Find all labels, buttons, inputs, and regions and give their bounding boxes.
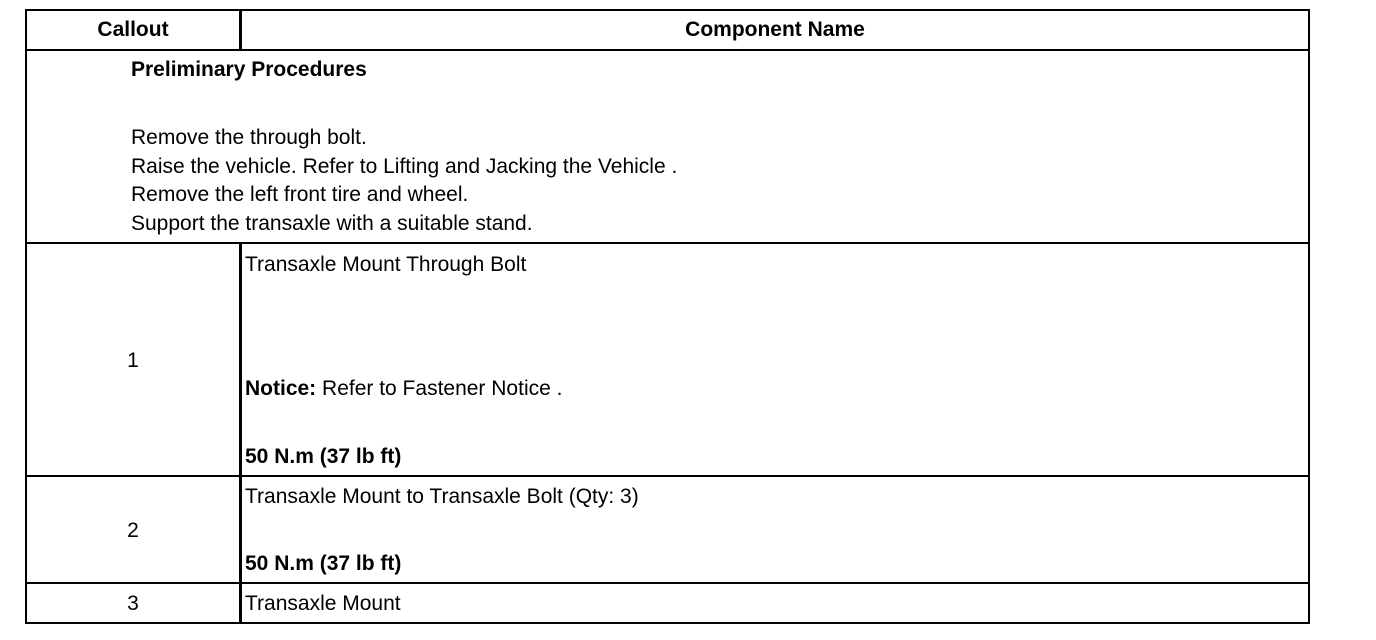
row-callout: 2 <box>127 519 139 542</box>
component-name-header: Component Name <box>685 18 865 41</box>
notice-label: Notice: <box>245 377 317 400</box>
notice-text: Refer to Fastener Notice . <box>316 377 563 400</box>
header-divider <box>27 49 1308 51</box>
callout-header: Callout <box>97 18 169 41</box>
preliminary-step: Remove the through bolt. <box>131 126 367 149</box>
row-component-name: Transaxle Mount Through Bolt <box>245 253 527 276</box>
preliminary-step: Raise the vehicle. Refer to Lifting and Jacking the Vehicle . <box>131 155 678 178</box>
row-torque: 50 N.m (37 lb ft) <box>245 552 402 575</box>
row-component-name: Transaxle Mount <box>245 592 401 615</box>
procedure-table <box>25 9 1310 624</box>
row-callout: 1 <box>127 349 139 372</box>
preliminary-title: Preliminary Procedures <box>131 58 367 81</box>
preliminary-divider <box>27 242 1308 244</box>
row-component-name: Transaxle Mount to Transaxle Bolt (Qty: 3) <box>245 485 639 508</box>
preliminary-step: Support the transaxle with a suitable stand. <box>131 212 533 235</box>
row-1-divider <box>27 475 1308 477</box>
row-torque: 50 N.m (37 lb ft) <box>245 445 402 468</box>
rows-column-divider <box>239 244 242 624</box>
row-notice <box>245 375 562 403</box>
row-2-divider <box>27 582 1308 584</box>
preliminary-step: Remove the left front tire and wheel. <box>131 183 469 206</box>
row-callout: 3 <box>127 592 139 615</box>
